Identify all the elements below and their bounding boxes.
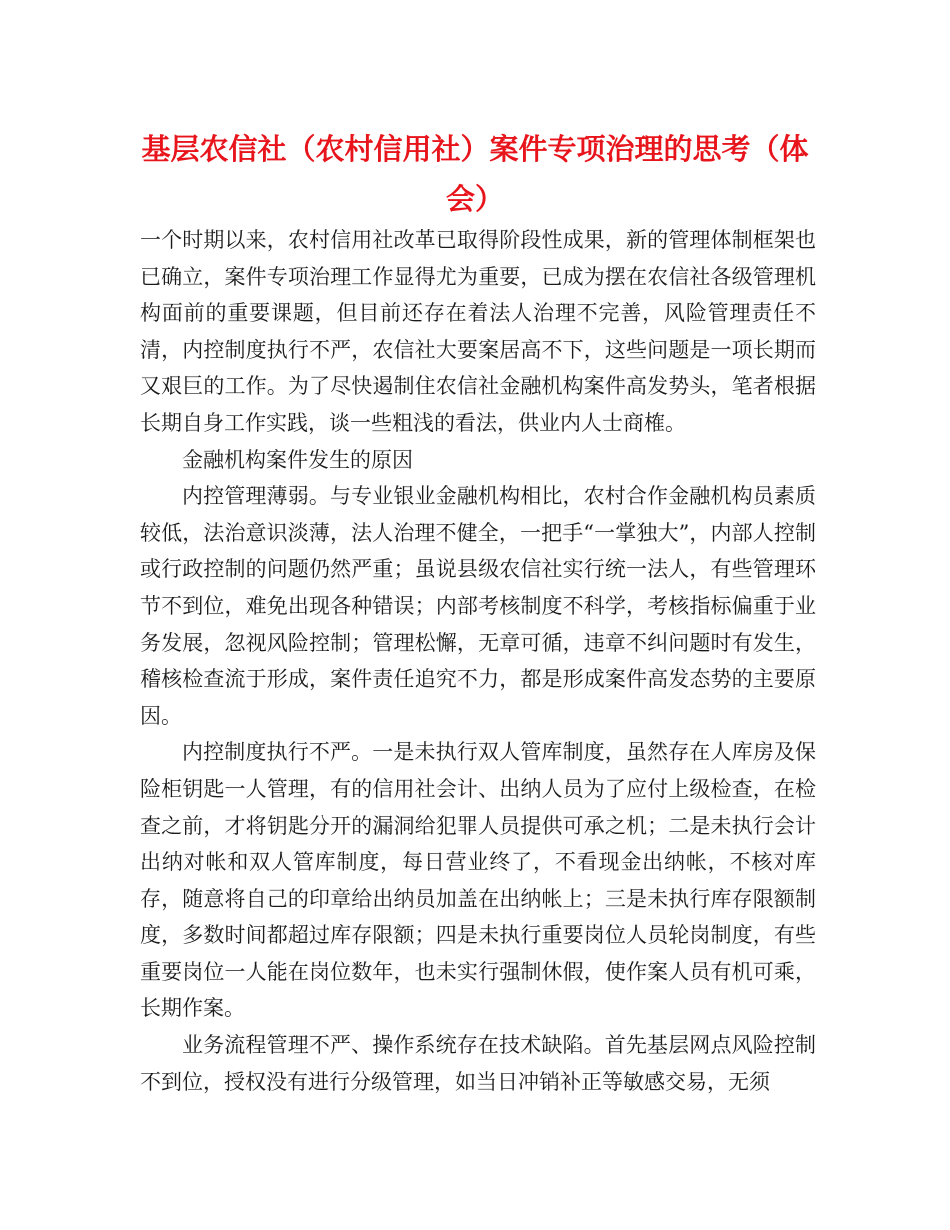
section-heading-causes: 金融机构案件发生的原因 — [182, 447, 413, 472]
body-paragraph-intro: 一个时期以来，农村信用社改革已取得阶段性成果，新的管理体制框架也已确立，案件专项治理工作显得尤为重要，已成为摆在农信社各级管理机构面前的重要课题，但目前还存在着法人治理不完善，风险管理责任不清，内控制度执行不严，农信社大要案居高不下，这些问题是一项长期而又艰巨的工作。为了尽快遏制住农信社金融机构案件高发势头，笔者根据长期自身工作实践，谈一些粗浅的看法，供业内人士商榷。 — [140, 228, 816, 435]
body-paragraph-internal-control: 内控管理薄弱。与专业银业金融机构相比，农村合作金融机构员素质较低，法治意识淡薄，法人治理不健全，一把手“一掌独大”，内部人控制或行政控制的问题仍然严重；虽说县级农信社实行统一法人，有些管理环节不到位，难免出现各种错误；内部考核制度不科学，考核指标偏重于业务发展，忽视风险控制；管理松懈，无章可循，违章不纠问题时有发生，稽核检查流于形成，案件责任追究不力，都是形成案件高发态势的主要原因。 — [140, 484, 816, 728]
body-paragraph-business-process: 业务流程管理不严、操作系统存在技术缺陷。首先基层网点风险控制不到位，授权没有进行分级管理，如当日冲销补正等敏感交易，无须 — [140, 1033, 816, 1094]
body-paragraph-rule-enforcement: 内控制度执行不严。一是未执行双人管库制度，虽然存在人库房及保险柜钥匙一人管理，有的信用社会计、出纳人员为了应付上级检查，在检查之前，才将钥匙分开的漏洞给犯罪人员提供可承之机；二是未执行会计出纳对帐和双人管库制度，每日营业终了，不看现金出纳帐，不核对库存，随意将自己的印章给出纳员加盖在出纳帐上；三是未执行库存限额制度，多数时间都超过库存限额；四是未执行重要岗位人员轮岗制度，有些重要岗位一人能在岗位数年，也未实行强制休假，使作案人员有机可乘，长期作案。 — [140, 740, 816, 1021]
document-title: 基层农信社（农村信用社）案件专项治理的思考（体会） — [141, 132, 809, 216]
document-body — [140, 222, 816, 1100]
